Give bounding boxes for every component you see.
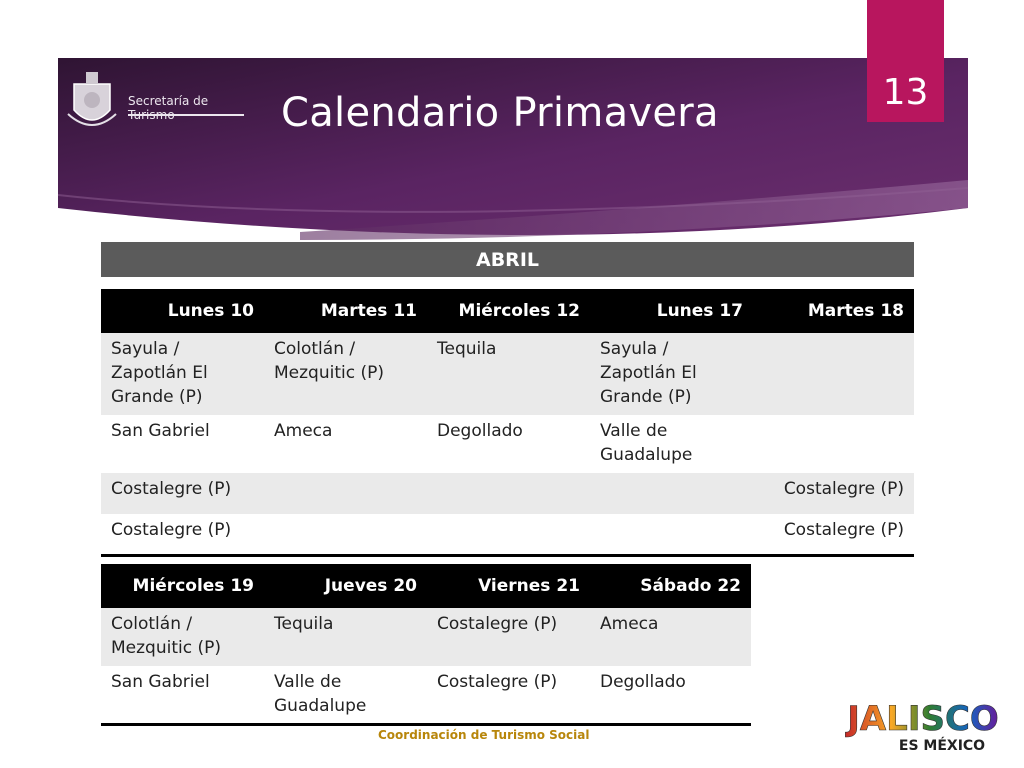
table-row (101, 473, 914, 514)
footer-text: Coordinación de Turismo Social (378, 728, 590, 742)
column-header: Miércoles 19 (101, 564, 264, 608)
table-cell: Tequila (427, 333, 590, 415)
table-cell: Ameca (264, 415, 427, 473)
table-cell: Costalegre (P) (101, 473, 264, 514)
table-cell: Sayula / Zapotlán El Grande (P) (101, 333, 264, 415)
page-title: Calendario Primavera (281, 90, 719, 136)
schedule-table-week1 (101, 289, 914, 557)
column-header: Viernes 21 (427, 564, 590, 608)
schedule-table-week2 (101, 564, 751, 726)
table-cell (753, 333, 914, 415)
logo-text: Secretaría de (128, 94, 209, 108)
logo-sub-text: ES MÉXICO (898, 738, 986, 754)
table-cell (264, 514, 427, 555)
table-row (101, 333, 914, 415)
column-header: Jueves 20 (264, 564, 427, 608)
table-cell: Degollado (427, 415, 590, 473)
table-cell (264, 473, 427, 514)
table-cell: Colotlán / Mezquitic (P) (264, 333, 427, 415)
logo-main-text: JALISCO (847, 699, 999, 739)
table-row (101, 415, 914, 473)
column-header: Sábado 22 (590, 564, 751, 608)
jalisco-logo (838, 694, 1008, 756)
column-header: Martes 11 (264, 289, 427, 333)
table-row (101, 666, 751, 724)
table-cell: Costalegre (P) (427, 608, 590, 666)
table-cell: Costalegre (P) (427, 666, 590, 724)
table-cell: San Gabriel (101, 666, 264, 724)
table-cell: Tequila (264, 608, 427, 666)
column-header: Lunes 10 (101, 289, 264, 333)
page-number: 13 (882, 72, 929, 113)
table-row (101, 608, 751, 666)
coat-of-arms-icon (66, 70, 118, 134)
logo-rule (128, 114, 244, 116)
table-cell (753, 415, 914, 473)
month-header: ABRIL (101, 242, 914, 277)
table-cell: Valle de Guadalupe (264, 666, 427, 724)
table-cell: Sayula / Zapotlán El Grande (P) (590, 333, 753, 415)
table-row (101, 514, 914, 555)
table-cell: Valle de Guadalupe (590, 415, 753, 473)
column-header: Martes 18 (753, 289, 914, 333)
table-cell: Ameca (590, 608, 751, 666)
column-header: Lunes 17 (590, 289, 753, 333)
table-cell: Costalegre (P) (753, 473, 914, 514)
table-cell: Costalegre (P) (753, 514, 914, 555)
table-cell: Colotlán / Mezquitic (P) (101, 608, 264, 666)
table-cell: San Gabriel (101, 415, 264, 473)
table-cell: Costalegre (P) (101, 514, 264, 555)
table-cell (427, 473, 590, 514)
table-header-row (101, 289, 914, 333)
table-cell: Degollado (590, 666, 751, 724)
secretaria-logo (66, 70, 256, 140)
table-cell (427, 514, 590, 555)
column-header: Miércoles 12 (427, 289, 590, 333)
table-header-row (101, 564, 751, 608)
table-cell (590, 473, 753, 514)
page-number-badge (867, 0, 944, 122)
table-cell (590, 514, 753, 555)
